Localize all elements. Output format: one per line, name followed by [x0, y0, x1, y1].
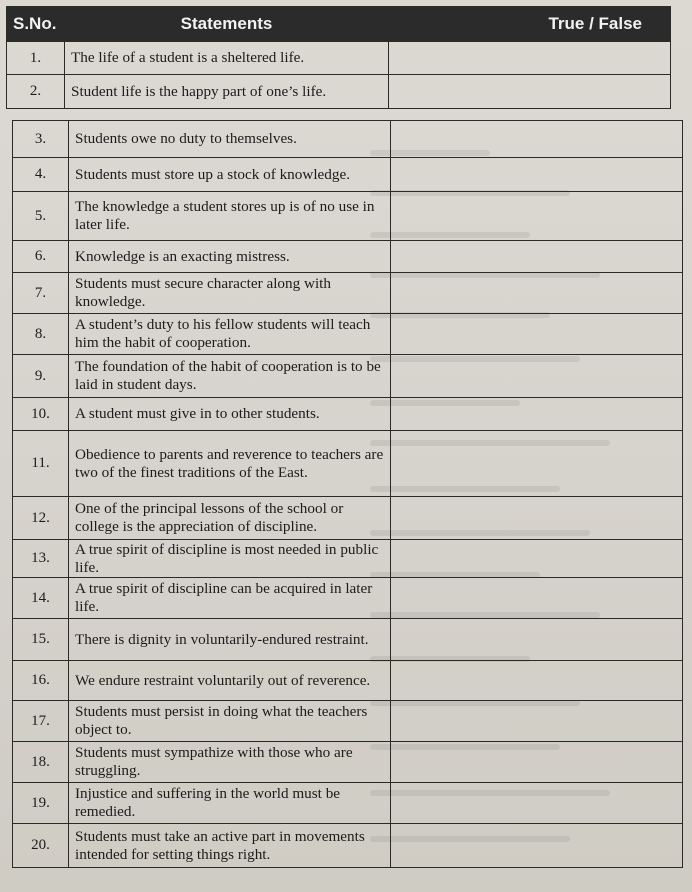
true-false-answer-cell[interactable]: [391, 241, 683, 273]
true-false-answer-cell[interactable]: [391, 497, 683, 540]
row-number: 5.: [13, 192, 69, 241]
statement-text: Students must sympathize with those who are struggling.: [69, 742, 391, 783]
row-number: 19.: [13, 783, 69, 824]
table-row: [13, 619, 683, 661]
table-row: [13, 431, 683, 497]
row-number: 1.: [7, 42, 65, 75]
true-false-answer-cell[interactable]: [391, 783, 683, 824]
row-number: 13.: [13, 540, 69, 578]
true-false-answer-cell[interactable]: [389, 75, 671, 109]
true-false-answer-cell[interactable]: [391, 701, 683, 742]
statement-text: The foundation of the habit of cooperation is to be laid in student days.: [69, 355, 391, 398]
table-row: [13, 661, 683, 701]
table-row: [13, 824, 683, 868]
table-row: [13, 273, 683, 314]
table-row: [13, 314, 683, 355]
row-number: 6.: [13, 241, 69, 273]
statement-text: A student must give in to other students.: [69, 398, 391, 431]
statement-text: We endure restraint voluntarily out of reverence.: [69, 661, 391, 701]
header-sno: S.No.: [7, 7, 65, 42]
true-false-answer-cell[interactable]: [391, 742, 683, 783]
statement-text: One of the principal lessons of the school or college is the appreciation of discipline.: [69, 497, 391, 540]
statement-text: Student life is the happy part of one’s life.: [65, 75, 389, 109]
table-row: [13, 578, 683, 619]
row-number: 18.: [13, 742, 69, 783]
table-row: [13, 742, 683, 783]
true-false-answer-cell[interactable]: [391, 578, 683, 619]
statement-text: Injustice and suffering in the world must be remedied.: [69, 783, 391, 824]
true-false-answer-cell[interactable]: [391, 192, 683, 241]
row-number: 14.: [13, 578, 69, 619]
true-false-answer-cell[interactable]: [391, 824, 683, 868]
true-false-answer-cell[interactable]: [391, 314, 683, 355]
table-row: [13, 540, 683, 578]
table-row: [13, 192, 683, 241]
table-row: [13, 701, 683, 742]
statement-text: A true spirit of discipline can be acquired in later life.: [69, 578, 391, 619]
row-number: 20.: [13, 824, 69, 868]
header-statements: Statements: [65, 7, 389, 42]
table-row: [13, 121, 683, 158]
row-number: 17.: [13, 701, 69, 742]
row-number: 4.: [13, 158, 69, 192]
statement-text: Students must secure character along with knowledge.: [69, 273, 391, 314]
table-row: [7, 42, 671, 75]
table-row: [7, 75, 671, 109]
row-number: 9.: [13, 355, 69, 398]
statement-text: Students owe no duty to themselves.: [69, 121, 391, 158]
statement-text: The life of a student is a sheltered life.: [65, 42, 389, 75]
true-false-answer-cell[interactable]: [391, 121, 683, 158]
true-false-answer-cell[interactable]: [391, 619, 683, 661]
true-false-answer-cell[interactable]: [391, 540, 683, 578]
table-row: [13, 398, 683, 431]
true-false-answer-cell[interactable]: [391, 273, 683, 314]
table-row: [13, 241, 683, 273]
true-false-answer-cell[interactable]: [391, 661, 683, 701]
statements-table-top: [6, 6, 671, 109]
true-false-answer-cell[interactable]: [391, 431, 683, 497]
true-false-answer-cell[interactable]: [389, 42, 671, 75]
statement-text: Students must take an active part in movements intended for setting things right.: [69, 824, 391, 868]
statements-table-main: [12, 120, 683, 868]
table-row: [13, 783, 683, 824]
table-header-row: [7, 7, 671, 42]
row-number: 3.: [13, 121, 69, 158]
row-number: 11.: [13, 431, 69, 497]
row-number: 12.: [13, 497, 69, 540]
row-number: 8.: [13, 314, 69, 355]
row-number: 2.: [7, 75, 65, 109]
table-row: [13, 158, 683, 192]
statement-text: A true spirit of discipline is most needed in public life.: [69, 540, 391, 578]
row-number: 16.: [13, 661, 69, 701]
row-number: 10.: [13, 398, 69, 431]
true-false-answer-cell[interactable]: [391, 158, 683, 192]
statement-text: There is dignity in voluntarily-endured restraint.: [69, 619, 391, 661]
row-number: 7.: [13, 273, 69, 314]
statement-text: Knowledge is an exacting mistress.: [69, 241, 391, 273]
statement-text: Students must store up a stock of knowledge.: [69, 158, 391, 192]
statement-text: Obedience to parents and reverence to teachers are two of the finest traditions of the East.: [69, 431, 391, 497]
header-true-false: True / False: [389, 7, 671, 42]
table-row: [13, 497, 683, 540]
true-false-answer-cell[interactable]: [391, 398, 683, 431]
row-number: 15.: [13, 619, 69, 661]
true-false-answer-cell[interactable]: [391, 355, 683, 398]
table-row: [13, 355, 683, 398]
statement-text: A student’s duty to his fellow students will teach him the habit of cooperation.: [69, 314, 391, 355]
statement-text: Students must persist in doing what the teachers object to.: [69, 701, 391, 742]
statement-text: The knowledge a student stores up is of no use in later life.: [69, 192, 391, 241]
